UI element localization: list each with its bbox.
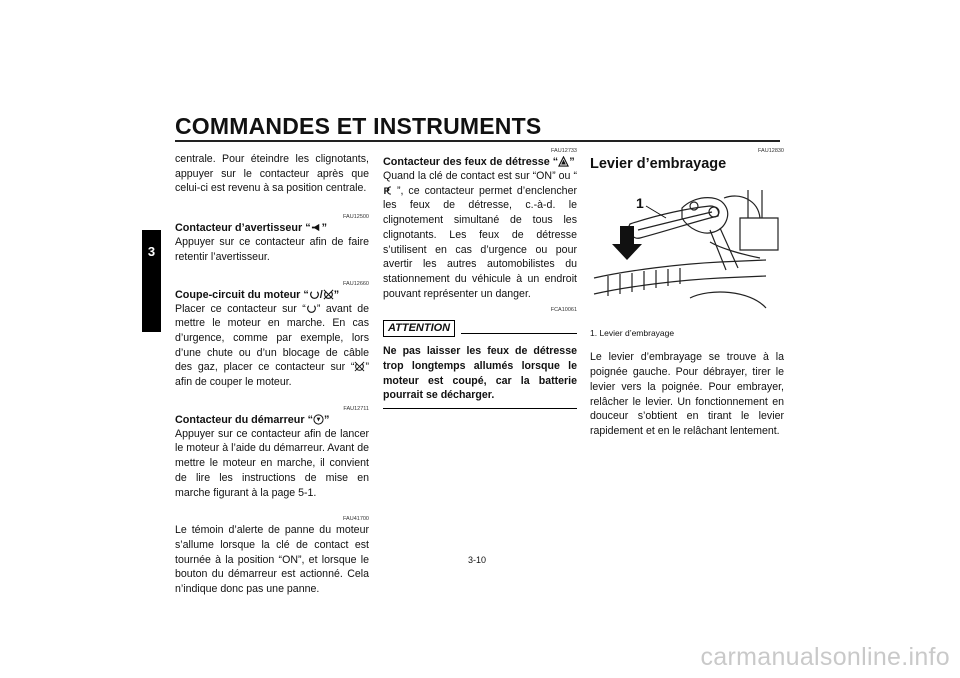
horn-switch-heading: Contacteur d’avertisseur “ ” — [175, 222, 328, 235]
attention-badge: ATTENTION — [383, 320, 455, 337]
header-rule — [175, 140, 780, 142]
ref-code: FAU12733 — [551, 148, 577, 154]
intro-paragraph: centrale. Pour éteindre les clignotants, appuyer sur le contacteur après que celui-ci est revenu à sa position centrale. — [175, 153, 369, 195]
clutch-lever-drawing — [590, 178, 784, 323]
ref-code: FCA10061 — [550, 307, 577, 314]
attention-header — [383, 320, 577, 338]
engine-run-icon — [309, 289, 320, 300]
engine-warning-text: Le témoin d’alerte de panne du moteur s’allume lorsque la clé de contact est tournée à la position “ON”, et lorsque le bouton du démarreur est actionné. Cela n’indique donc pas une panne. — [175, 524, 369, 596]
page-number: 3-10 — [468, 555, 487, 565]
engine-stop-icon — [323, 289, 334, 300]
column-middle — [383, 148, 577, 409]
hazard-switch-text: Quand la clé de contact est sur “ON” ou “ P ”, ce contacteur permet d’enclencher les feux de détresse, c.-à-d. le clignotement simultané de tous les clignotants. Les feux de détresse s’utilisent en cas d’urgence ou pour avertir les autres automobilistes du stationnement du véhicule à un endroit pouvant représenter un danger. — [383, 170, 577, 300]
parking-icon — [383, 185, 397, 196]
ref-code: FAU12711 — [343, 405, 369, 412]
engine-stop-icon — [354, 361, 365, 372]
page-title: COMMANDES ET INSTRUMENTS — [175, 113, 542, 139]
column-left — [175, 152, 369, 597]
figure-caption: 1. Levier d’embrayage — [590, 327, 675, 338]
engine-run-icon — [306, 303, 317, 314]
ref-code: FAU41700 — [343, 516, 369, 523]
hazard-switch-heading: Contacteur des feux de détresse “ ” — [383, 156, 575, 168]
watermark: carmanualsonline.info — [700, 643, 950, 671]
hazard-icon — [558, 156, 569, 167]
horn-icon — [311, 222, 322, 233]
column-right — [590, 148, 784, 439]
engine-stop-text: Placer ce contacteur sur “ ” avant de mettre le moteur en marche. En cas d’urgence, comme par exemple, lors d’une chute ou d’un blocage de câble des gaz, placer ce contacteur sur “ ” afin de couper le moteur. — [175, 302, 369, 389]
ref-code: FAU12830 — [758, 148, 784, 154]
section-heading: Levier d’embrayage — [590, 156, 727, 172]
clutch-lever-text: Le levier d’embrayage se trouve à la poignée gauche. Pour débrayer, tirer le levier vers la poignée. Pour embrayer, relâcher le levier. Un fonctionnement en douceur s’obtient en tirant le levier rapidement et en le relâchant lentement. — [590, 351, 784, 437]
ref-code: FAU12500 — [343, 214, 369, 221]
attention-bottom-rule — [383, 408, 577, 409]
clutch-lever-illustration — [590, 178, 784, 323]
attention-text: Ne pas laisser les feux de détresse trop longtemps allumés lorsque le moteur est coupé, car la batterie pourrait se décharger. — [383, 345, 577, 402]
starter-icon — [313, 414, 324, 425]
horn-switch-text: Appuyer sur ce contacteur afin de faire retentir l’avertisseur. — [175, 236, 369, 263]
starter-switch-text: Appuyer sur ce contacteur afin de lancer le moteur à l’aide du démarreur. Avant de mettre le moteur en marche, il convient de lire les instructions de mise en marche figurant à la page 5-1. — [175, 427, 369, 499]
attention-rule — [461, 333, 577, 334]
starter-switch-heading: Contacteur du démarreur “ ” — [175, 413, 330, 426]
svg-text:P: P — [383, 185, 390, 196]
ref-code: FAU12660 — [343, 280, 369, 287]
engine-stop-heading: Coupe-circuit du moteur “ / ” — [175, 288, 340, 301]
callout-1: 1 — [636, 194, 644, 211]
chapter-tab: 3 — [142, 230, 161, 332]
